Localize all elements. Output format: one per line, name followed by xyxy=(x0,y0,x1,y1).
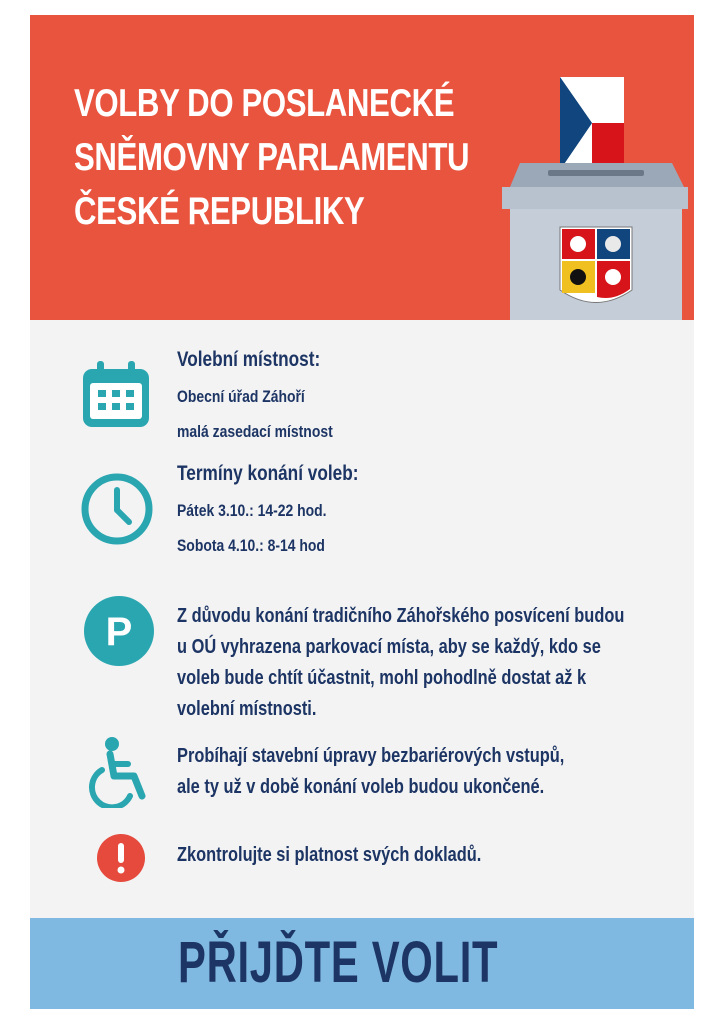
czech-flag-icon xyxy=(560,77,624,170)
dates-line: Sobota 4.10.: 8-14 hod xyxy=(177,536,325,555)
title-line: SNĚMOVNY PARLAMENTU xyxy=(74,136,470,179)
poster-title xyxy=(74,77,469,239)
call-to-action: PŘIJĎTE VOLIT xyxy=(178,930,499,995)
parking-line: voleb bude chtít účastnit, mohl pohodlně dostat až k xyxy=(177,667,587,689)
venue-heading: Volební místnost: xyxy=(177,348,321,371)
venue-line: malá zasedací místnost xyxy=(177,422,333,441)
warning-line: Zkontrolujte si platnost svých dokladů. xyxy=(177,844,482,866)
parking-line: Z důvodu konání tradičního Záhořského posvícení budou xyxy=(177,605,625,627)
wheelchair-icon xyxy=(88,736,156,808)
poster xyxy=(30,15,694,1009)
warning-text xyxy=(177,840,669,871)
parking-line: volební místnosti. xyxy=(177,698,317,720)
ballot-box-illustration xyxy=(500,75,690,320)
calendar-icon xyxy=(80,359,152,431)
parking-icon xyxy=(83,595,155,667)
coat-of-arms-icon xyxy=(560,227,632,303)
title-line: ČESKÉ REPUBLIKY xyxy=(74,190,365,233)
parking-paragraph xyxy=(177,601,669,725)
clock-icon xyxy=(80,472,154,546)
parking-line: u OÚ vyhrazena parkovací místa, aby se každý, kdo se xyxy=(177,636,601,658)
venue-line: Obecní úřad Záhoří xyxy=(177,387,305,406)
title-line: VOLBY DO POSLANECKÉ xyxy=(74,82,455,125)
accessibility-line: Probíhají stavební úpravy bezbariérových vstupů, xyxy=(177,745,565,767)
poster-footer xyxy=(30,918,694,1009)
svg-text:P: P xyxy=(105,610,133,654)
dates-heading: Termíny konání voleb: xyxy=(177,462,359,485)
dates-line: Pátek 3.10.: 14-22 hod. xyxy=(177,501,327,520)
exclamation-icon xyxy=(96,833,146,883)
accessibility-line: ale ty už v době konání voleb budou ukončené. xyxy=(177,776,545,798)
accessibility-paragraph xyxy=(177,741,669,803)
poster-header xyxy=(30,15,694,320)
